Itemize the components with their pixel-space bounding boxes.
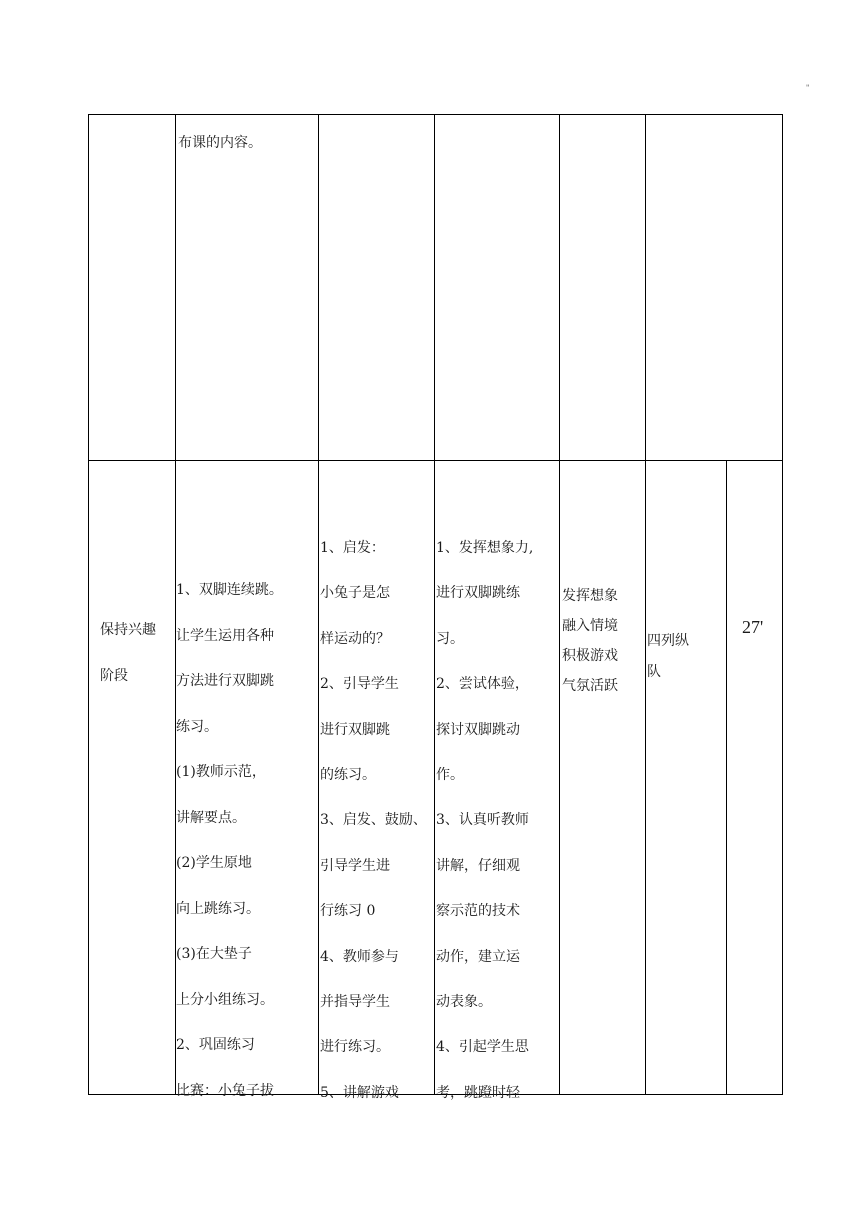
teacher-line: 小兔子是怎: [320, 585, 390, 602]
goal-line: 积极游戏: [562, 648, 618, 664]
content-line: 让学生运用各种: [176, 627, 274, 644]
col-border: [434, 114, 435, 1095]
content-line: (3)在大垫子: [176, 946, 252, 962]
col-border: [559, 114, 560, 1095]
student-line: 考，跳蹬时轻: [436, 1084, 520, 1101]
teacher-line: 3、启发、鼓励、: [320, 812, 427, 829]
content-line: 练习。: [176, 718, 218, 735]
student-line: 动表象。: [436, 994, 492, 1011]
content-line: 方法进行双脚跳: [176, 673, 274, 689]
stage-line: 阶段: [100, 668, 128, 684]
student-line: 3、认真听教师: [436, 812, 529, 829]
stage-line: 保持兴趣: [100, 622, 156, 638]
teacher-line: 行练习 0: [320, 903, 376, 920]
goal-line: 融入情境: [562, 618, 618, 634]
student-activity-cell: [436, 526, 533, 1116]
student-line: 进行双脚跳练: [436, 585, 520, 602]
row1-content-cell: [178, 132, 262, 152]
col-border: [88, 114, 89, 1095]
student-line: 1、发挥想象力,: [436, 540, 534, 556]
teacher-line: 2、引导学生: [320, 676, 399, 693]
time-value: 27': [742, 617, 764, 637]
teacher-line: 样运动的？: [320, 630, 390, 647]
goal-line: 发挥想象: [562, 588, 618, 604]
table-top-border: [88, 114, 783, 115]
goal-line: 气氛活跃: [562, 678, 618, 694]
teacher-line: 1、启发：: [320, 540, 385, 556]
teacher-line: 进行练习。: [320, 1039, 390, 1056]
content-line: (1)教师示范，: [176, 764, 266, 780]
teacher-line: 5、讲解游戏: [320, 1084, 399, 1101]
student-line: 习。: [436, 630, 464, 647]
content-line: 1、双脚连续跳。: [176, 582, 283, 598]
student-line: 2、尝试体验，: [436, 676, 529, 693]
content-cell: [176, 568, 283, 1114]
col-border: [782, 114, 783, 1095]
content-line: 上分小组练习。: [176, 991, 274, 1008]
content-text: 布课的内容。: [178, 135, 262, 151]
stage-cell: [100, 607, 156, 699]
content-line: 2、巩固练习: [176, 1037, 255, 1053]
teacher-line: 并指导学生: [320, 994, 390, 1011]
corner-mark: ": [806, 84, 810, 92]
teacher-line: 进行双脚跳: [320, 721, 390, 738]
teacher-line: 的练习。: [320, 767, 376, 784]
row-divider: [88, 460, 783, 461]
col-border: [645, 114, 646, 1095]
content-line: 向上跳练习。: [176, 900, 260, 917]
goals-cell: [562, 581, 618, 701]
teacher-line: 4、教师参与: [320, 948, 399, 965]
content-line: 讲解要点。: [176, 809, 246, 826]
student-line: 作。: [436, 767, 464, 784]
formation-line: 队: [647, 664, 661, 680]
time-cell: [742, 617, 763, 638]
formation-cell: [647, 626, 689, 688]
student-line: 动作，建立运: [436, 948, 520, 965]
content-line: 比赛：小兔子拔: [176, 1082, 274, 1099]
col-border: [318, 114, 319, 1095]
student-line: 讲解，仔细观: [436, 857, 520, 874]
content-line: (2)学生原地: [176, 855, 252, 871]
student-line: 探讨双脚跳动: [436, 721, 520, 738]
col-border: [726, 460, 727, 1095]
student-line: 察示范的技术: [436, 903, 520, 920]
student-line: 4、引起学生思: [436, 1039, 529, 1056]
formation-line: 四列纵: [647, 633, 689, 649]
teacher-activity-cell: [320, 526, 427, 1116]
teacher-line: 引导学生进: [320, 857, 390, 874]
